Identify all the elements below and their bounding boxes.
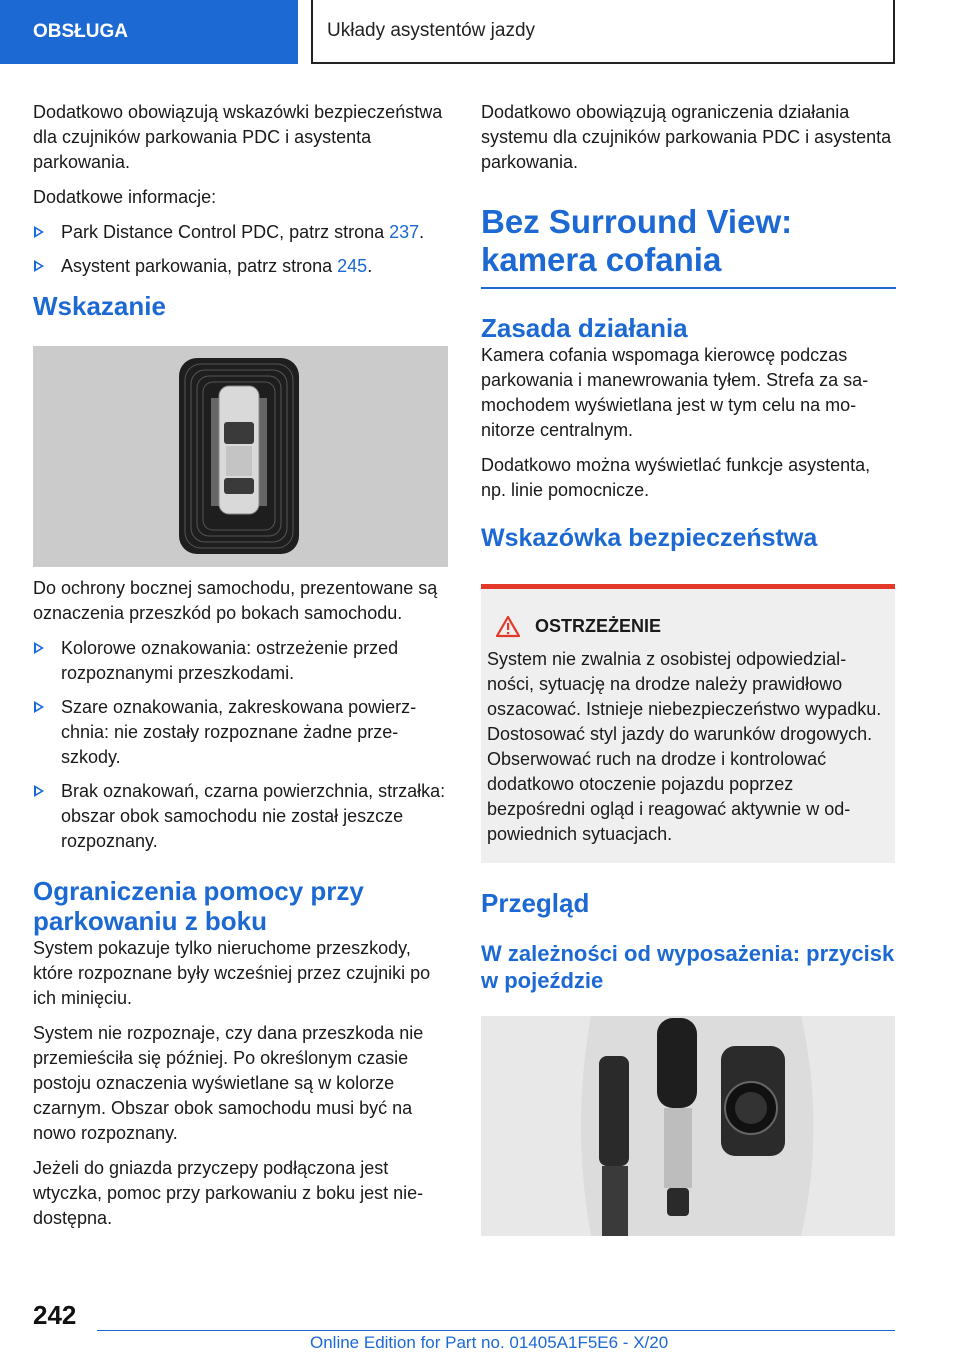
page-number: 242 <box>33 1300 77 1330</box>
reference-item <box>33 254 448 279</box>
reference-end: . <box>367 256 373 276</box>
limits-paragraph-1: System pokazuje tylko nieruchome przeszkody, które rozpoznane były wcześniej przez czujniki po ich minięciu. <box>33 938 431 1008</box>
page-link-245[interactable]: 245 <box>337 256 368 276</box>
list-item <box>33 695 448 770</box>
triangle-bullet-icon <box>34 785 44 797</box>
reference-text: Asystent parkowania, patrz strona <box>61 256 338 276</box>
right-intro-paragraph: Dodatkowo obowiązują ograniczenia działania systemu dla czujników parkowania PDC i asystenta parkowania. <box>481 102 892 172</box>
reference-item <box>33 220 448 245</box>
heading-kamera-cofania: Bez Surround View: kamera cofania <box>481 203 793 278</box>
section-tab <box>0 0 298 64</box>
limits-paragraph-2: System nie rozpoznaje, czy dana przeszkoda nie przemieściła się później. Po określonym czasie postoju oznaczenia wyświetlane są w kolorze czarnym. Obszar obok samochodu musi być na nowo rozpoznany. <box>33 1023 424 1143</box>
reference-list <box>33 220 448 279</box>
side-protection-paragraph: Do ochrony bocznej samochodu, prezentowane są oznaczenia przeszkód po bokach samochodu. <box>33 578 438 623</box>
triangle-bullet-icon <box>34 260 44 272</box>
right-column-lower <box>481 888 896 994</box>
warning-triangle-icon <box>495 615 521 638</box>
marking-list <box>33 636 448 854</box>
warning-box <box>481 584 895 863</box>
heading-przeglad: Przegląd <box>481 888 590 918</box>
pdc-display-figure <box>33 346 448 567</box>
left-column-lower <box>33 576 448 1241</box>
list-item <box>33 779 448 854</box>
center-console-icon <box>481 1016 895 1236</box>
car-sensor-icon <box>33 346 448 567</box>
chapter-title: Układy asystentów jazdy <box>327 20 536 41</box>
edition-text: Online Edition for Part no. 01405A1F5E6 - X/20 <box>310 1333 669 1352</box>
additional-info-label: Dodatkowe informacje: <box>33 187 217 207</box>
list-item-text: Szare oznakowania, zakreskowana powierzchnia: nie zostały rozpoznane żadne przeszkody. <box>61 697 417 767</box>
list-item <box>33 636 448 686</box>
warning-title: OSTRZEŻENIE <box>535 616 662 636</box>
triangle-bullet-icon <box>34 226 44 238</box>
limits-paragraph-3: Jeżeli do gniazda przyczepy podłączona jest wtyczka, pomoc przy parkowaniu z boku jest niedostępna. <box>33 1158 424 1228</box>
page-link-237[interactable]: 237 <box>389 222 420 242</box>
heading-wskazanie: Wskazanie <box>33 291 166 321</box>
warning-text: System nie zwalnia z osobistej odpowiedzialności, sytuację na drodze należy prawidłowo oszacować. Istnieje niebezpieczeństwo wypadku. Dostosować styl jazdy do warunków drogowych. Obserwować ruch na drodze i kontrolować dodatkowo otoczenie pojazdu poprzez bezpośredni ogląd i reagować aktywnie w odpowiednich sytuacjach. <box>487 649 882 844</box>
heading-wskazowka: Wskazówka bezpieczeństwa <box>481 524 818 552</box>
triangle-bullet-icon <box>34 701 44 713</box>
list-item-text: Kolorowe oznakowania: ostrzeżenie przed rozpoznanymi przeszkodami. <box>61 638 399 683</box>
warning-header <box>487 615 887 638</box>
heading-ograniczenia: Ograniczenia pomocy przy parkowaniu z boku <box>33 876 364 936</box>
section-title: OBSŁUGA <box>33 21 128 42</box>
left-column <box>33 100 448 321</box>
heading-w-zaleznosci: W zależności od wyposażenia: przycisk w pojeździe <box>481 941 895 993</box>
triangle-bullet-icon <box>34 642 44 654</box>
principle-paragraph-2: Dodatkowo można wyświetlać funkcje asystenta, np. linie pomocnicze. <box>481 455 871 500</box>
list-item-text: Brak oznakowań, czarna powierzchnia, strzałka: obszar obok samochodu nie został jeszcze rozpoznany. <box>61 781 446 851</box>
principle-paragraph-1: Kamera cofania wspomaga kierowcę podczas parkowania i manewrowania tyłem. Strefa za samochodem wyświetlana jest w tym celu na monitorze centralnym. <box>481 345 869 440</box>
footer-divider <box>97 1330 895 1331</box>
heading-divider <box>481 287 896 289</box>
reference-text: Park Distance Control PDC, patrz strona <box>61 222 390 242</box>
heading-zasada: Zasada działania <box>481 313 688 343</box>
chapter-header <box>311 0 895 64</box>
reference-end: . <box>419 222 425 242</box>
intro-paragraph: Dodatkowo obowiązują wskazówki bezpieczeństwa dla czujników parkowania PDC i asystenta parkowania. <box>33 102 443 172</box>
right-column <box>481 100 896 553</box>
center-console-figure <box>481 1016 895 1236</box>
